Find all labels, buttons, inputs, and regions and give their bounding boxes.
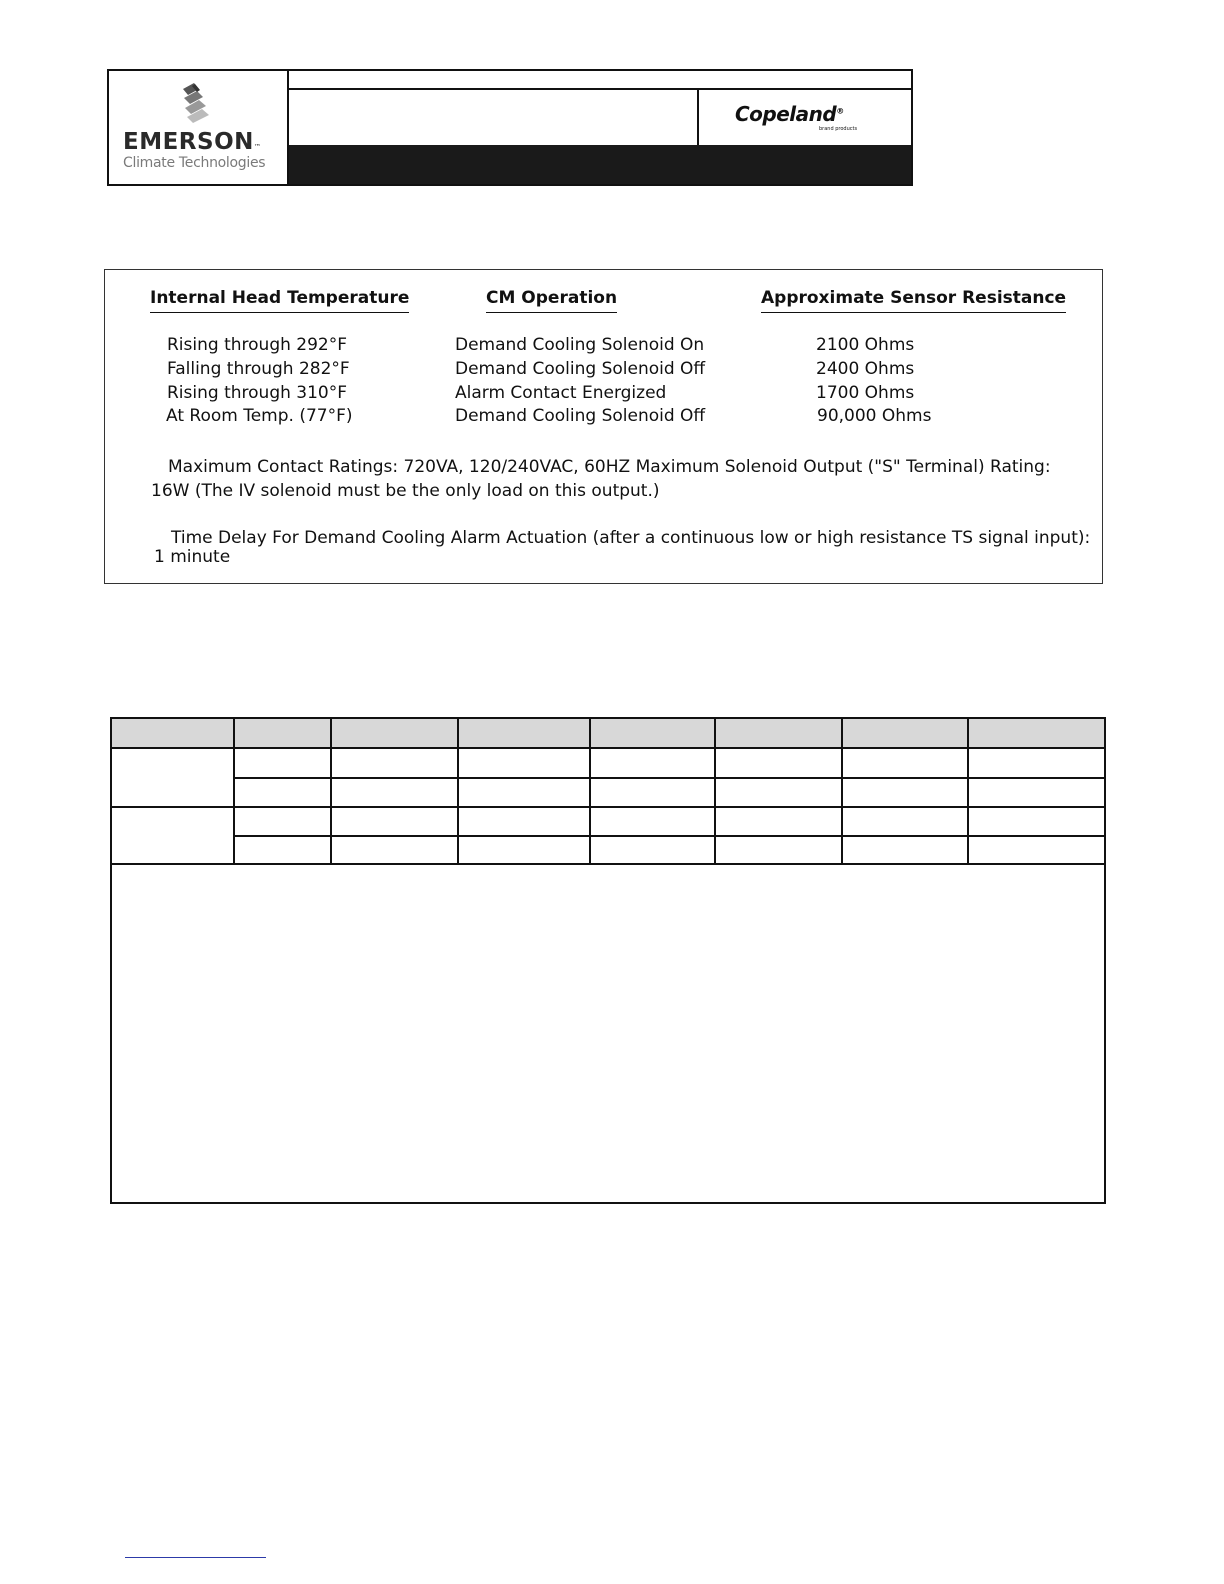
table-column-divider <box>714 719 716 865</box>
document-header <box>107 69 913 186</box>
row-1-resistance: 2100 Ohms <box>816 335 915 355</box>
delay-line-2: 1 minute <box>154 547 231 567</box>
ratings-line-1: Maximum Contact Ratings: 720VA, 120/240VAC, 60HZ Maximum Solenoid Output ("S" Terminal) Rating: <box>168 457 1051 477</box>
table-row-divider <box>112 806 1104 808</box>
table-column-divider <box>589 719 591 865</box>
delay-line-1: Time Delay For Demand Cooling Alarm Actuation (after a continuous low or high resistance TS signal input): <box>171 528 1091 548</box>
row-2-resistance: 2400 Ohms <box>816 359 915 379</box>
product-brand: Copeland® <box>735 102 844 126</box>
specification-box <box>104 269 1103 584</box>
row-1-operation: Demand Cooling Solenoid On <box>455 335 705 355</box>
table-column-divider <box>233 719 235 865</box>
row-1-temp: Rising through 292°F <box>167 335 348 355</box>
row-4-resistance: 90,000 Ohms <box>817 406 932 426</box>
emerson-mark-icon <box>179 83 213 127</box>
footer-link-underline[interactable] <box>125 1557 266 1558</box>
ratings-line-2: 16W (The IV solenoid must be the only load on this output.) <box>151 481 660 501</box>
emerson-logo <box>109 71 289 184</box>
row-3-operation: Alarm Contact Energized <box>455 383 667 403</box>
header-top-strip <box>289 71 911 90</box>
header-title-cell <box>289 90 699 145</box>
table-header-row <box>112 719 1104 749</box>
row-3-resistance: 1700 Ohms <box>816 383 915 403</box>
product-brand-subtitle: brand products <box>819 126 858 132</box>
empty-data-table <box>110 717 1106 1204</box>
table-row-divider <box>233 777 1104 779</box>
row-4-temp: At Room Temp. (77°F) <box>166 406 353 426</box>
heading-internal-head-temperature: Internal Head Temperature <box>150 288 409 313</box>
heading-cm-operation: CM Operation <box>486 288 617 313</box>
row-2-temp: Falling through 282°F <box>167 359 350 379</box>
table-column-divider <box>967 719 969 865</box>
row-3-temp: Rising through 310°F <box>167 383 348 403</box>
brand-name: EMERSON™ <box>123 129 262 155</box>
copeland-logo <box>699 90 911 145</box>
row-4-operation: Demand Cooling Solenoid Off <box>455 406 706 426</box>
table-column-divider <box>457 719 459 865</box>
brand-subtitle: Climate Technologies <box>123 155 266 171</box>
row-2-operation: Demand Cooling Solenoid Off <box>455 359 706 379</box>
table-row-divider <box>112 863 1104 865</box>
header-black-band <box>289 145 911 184</box>
heading-sensor-resistance: Approximate Sensor Resistance <box>761 288 1066 313</box>
table-column-divider <box>841 719 843 865</box>
table-row-divider <box>233 835 1104 837</box>
table-column-divider <box>330 719 332 865</box>
